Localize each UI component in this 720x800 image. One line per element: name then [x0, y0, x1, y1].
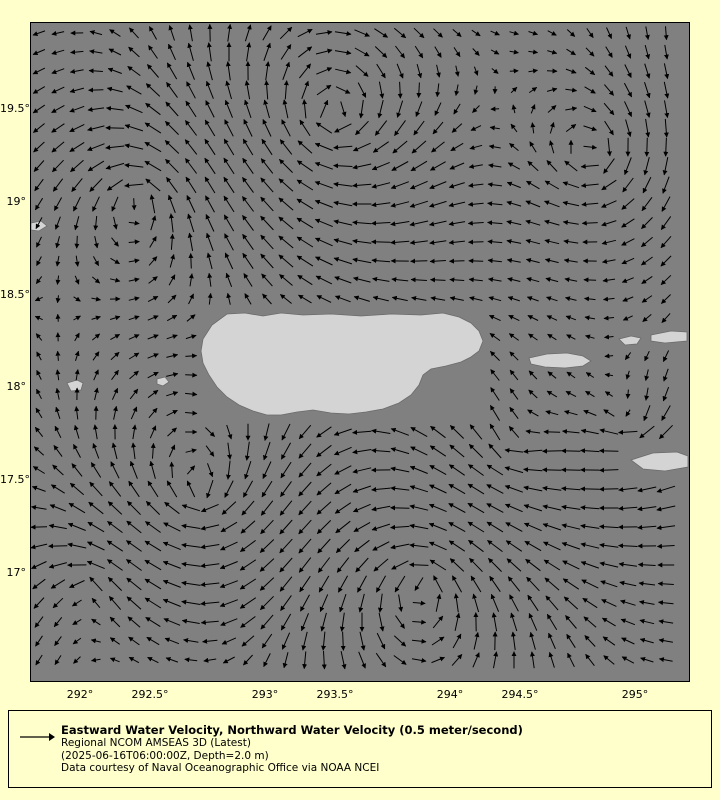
map-plot-area[interactable]: [30, 22, 690, 682]
legend-box: [8, 710, 712, 788]
legend-title: Eastward Water Velocity, Northward Water Velocity (0.5 meter/second): [61, 723, 523, 737]
y-tick-label: 18°: [6, 380, 26, 393]
vector-arrow-icon: [19, 731, 55, 743]
legend-source: Regional NCOM AMSEAS 3D (Latest): [61, 737, 251, 749]
x-tick-label: 294°: [436, 688, 464, 701]
x-tick-label: 292°: [66, 688, 94, 701]
y-tick-label: 17°: [6, 566, 26, 579]
legend-courtesy: Data courtesy of Naval Oceanographic Office via NOAA NCEI: [61, 762, 380, 774]
x-tick-label: 293°: [251, 688, 279, 701]
y-tick-label: 17.5°: [0, 473, 30, 486]
legend-timestamp: (2025-06-16T06:00:00Z, Depth=2.0 m): [61, 749, 269, 762]
y-tick-label: 18.5°: [0, 288, 30, 301]
y-tick-label: 19.5°: [0, 102, 30, 115]
x-tick-label: 294.5°: [501, 688, 539, 701]
velocity-vector-field: [31, 23, 689, 681]
x-tick-label: 295°: [621, 688, 649, 701]
y-tick-label: 19°: [6, 195, 26, 208]
x-tick-label: 293.5°: [316, 688, 354, 701]
x-tick-label: 292.5°: [131, 688, 169, 701]
